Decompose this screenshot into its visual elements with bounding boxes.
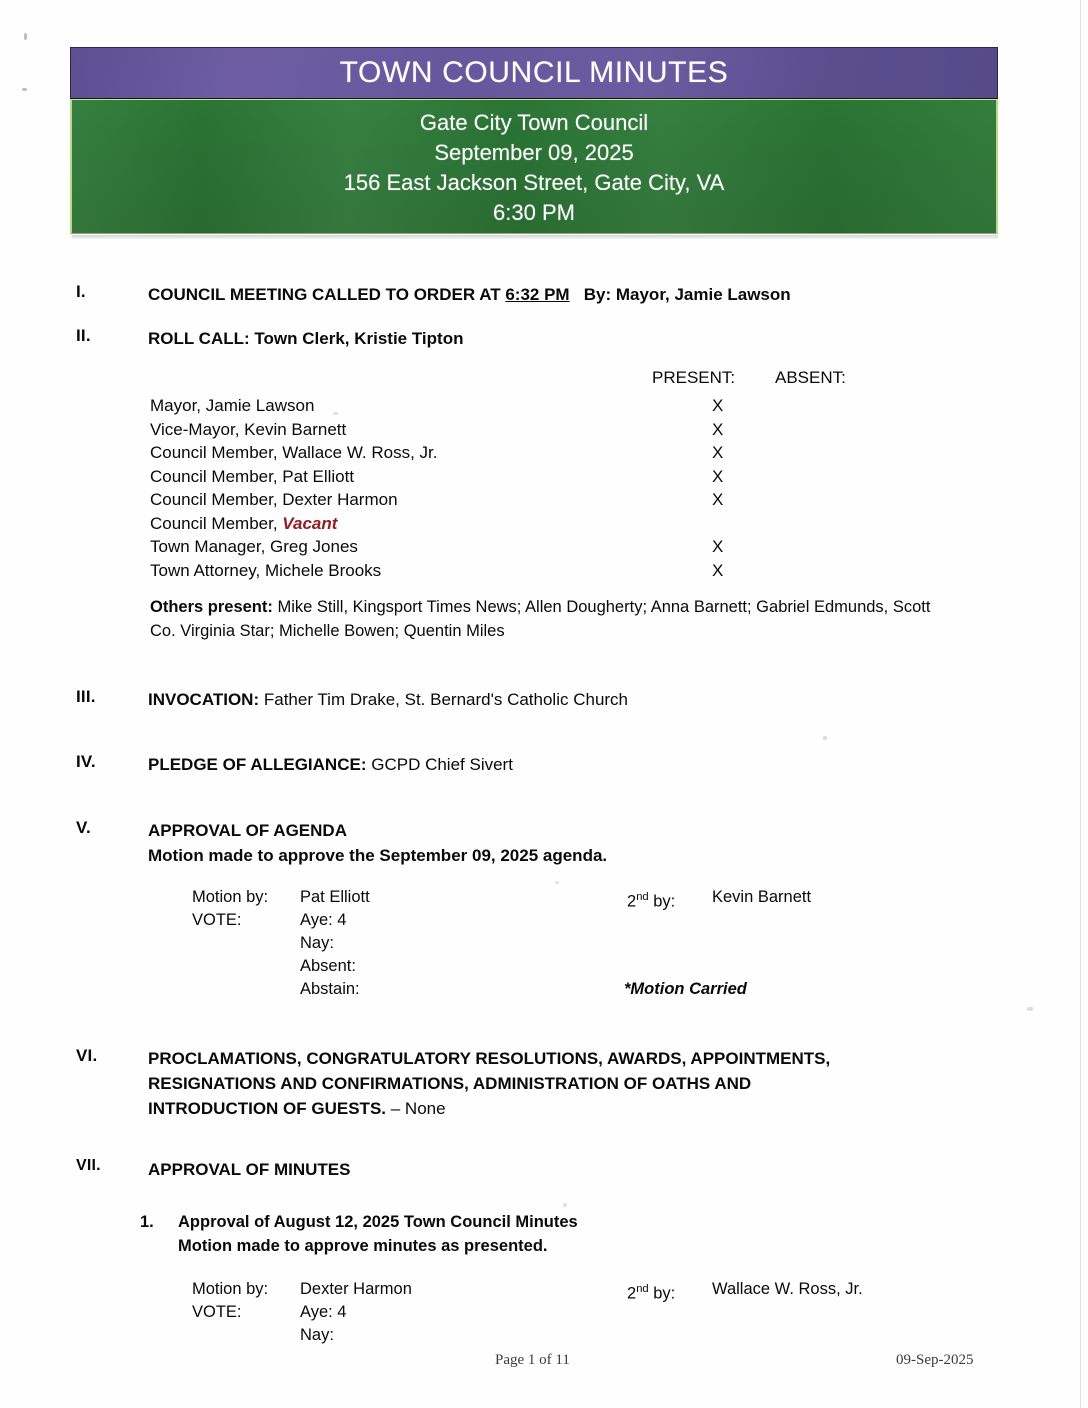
others-present-label: Others present: [150,598,273,616]
section-vi-line1: PROCLAMATIONS, CONGRATULATORY RESOLUTIONS, AWARDS, APPOINTMENTS, [148,1049,831,1068]
motion-by-label: Motion by: [192,1280,269,1298]
section-iv-label: PLEDGE OF ALLEGIANCE: [148,755,367,774]
table-row [150,441,910,465]
vote-label: VOTE: [192,911,242,929]
section-i-time: 6:32 PM [505,285,570,304]
vote-aye-row [192,909,932,932]
vote-nay-row [192,1324,932,1347]
section-iii-detail: Father Tim Drake, St. Bernard's Catholic Church [263,690,629,709]
roll-call-present-mark: X [712,443,724,462]
vote-absent: Absent: [300,957,356,975]
roll-call-present-mark: X [712,396,724,415]
second-by-value: Kevin Barnett [712,888,812,906]
motion-result: *Motion Carried [624,980,747,998]
section-ii-numeral: II. [76,326,91,345]
table-row [150,418,910,442]
section-vii-item-1-title [178,1210,578,1234]
roll-call-name: Mayor, Jamie Lawson [150,396,315,415]
banner-address: 156 East Jackson Street, Gate City, VA [343,169,725,195]
present-column-header: PRESENT: [652,368,736,387]
section-vi-line3 [148,1096,830,1121]
vote-absent-row [192,955,932,978]
roll-call-present-mark: X [712,466,724,486]
section-v-subtitle: Motion made to approve the September 09, 2025 agenda. [148,846,608,865]
section-ii-label: ROLL CALL: [148,329,250,348]
motion-by-value: Pat Elliott [300,888,370,906]
table-row [150,394,910,418]
motion-by-label: Motion by: [192,888,269,906]
scan-speck [22,88,27,91]
table-row [150,535,910,559]
section-vii-numeral: VII. [76,1157,101,1174]
document-banner [70,47,998,234]
table-row [150,559,910,583]
section-iii [76,687,628,712]
section-vi-line3-bold: INTRODUCTION OF GUESTS. [148,1099,386,1118]
section-iv-text [148,752,513,777]
motion-block-minutes [192,1278,932,1347]
vote-label: VOTE: [192,1303,242,1321]
roll-call-present-mark: X [712,419,724,439]
scan-speck [24,33,27,40]
section-vii-item-1-sub: Motion made to approve minutes as presented. [178,1237,548,1255]
motion-by-row [192,886,932,909]
roll-call-name: Council Member, Pat Elliott [150,466,355,486]
section-vii-item-1-body [178,1210,578,1258]
absent-column-header: ABSENT: [775,368,846,387]
motion-by-value: Dexter Harmon [300,1280,412,1298]
second-by-value: Wallace W. Ross, Jr. [712,1280,863,1298]
roll-call-name-vacant [150,512,337,536]
document-title: TOWN COUNCIL MINUTES [339,56,729,89]
section-vii [76,1157,350,1182]
vote-nay: Nay: [300,934,334,952]
section-ii [76,326,463,351]
section-i [76,282,791,307]
section-v-numeral: V. [76,818,91,837]
roll-call-name: Vice-Mayor, Kevin Barnett [150,419,347,439]
motion-by-row [192,1278,932,1301]
section-iv [76,752,513,777]
roll-call-name: Council Member, Dexter Harmon [150,490,398,509]
section-ii-detail: Town Clerk, Kristie Tipton [254,329,464,348]
vote-aye-row [192,1301,932,1324]
scan-speck [563,1203,567,1207]
section-vii-title: APPROVAL OF MINUTES [148,1160,351,1179]
section-v [76,818,607,868]
roll-call-table [150,368,910,582]
section-vii-item-1 [140,1210,940,1258]
vote-abstain-row [192,978,932,1001]
section-iii-label: INVOCATION: [148,690,260,709]
scan-speck [823,736,827,740]
vote-nay-row [192,932,932,955]
table-row [150,488,910,512]
section-v-text [148,818,607,868]
motion-block-agenda [192,886,932,1001]
section-iii-text [148,687,628,712]
table-row [150,512,910,536]
scan-edge-line [1080,0,1081,1408]
roll-call-name: Council Member, Wallace W. Ross, Jr. [150,443,438,462]
roll-call-name: Council Member, [150,513,278,533]
section-vii-item-1-bold: Approval of August 12, 2025 [178,1213,400,1231]
roll-call-name: Town Manager, Greg Jones [150,537,358,556]
roll-call-present-mark: X [712,560,724,580]
vote-aye: Aye: 4 [300,1303,347,1321]
others-present-block [150,595,950,643]
banner-meeting-info [70,99,998,234]
second-by-label: 2nd by: [627,1283,676,1303]
section-vi [76,1046,830,1121]
section-i-numeral: I. [76,282,86,301]
vote-abstain: Abstain: [300,980,360,998]
vote-aye: Aye: 4 [300,911,347,929]
section-iv-detail: GCPD Chief Sivert [371,755,513,774]
section-vi-line3-rest: – None [390,1099,446,1118]
section-vi-text [148,1046,830,1121]
banner-meeting-time: 6:30 PM [493,199,575,225]
section-i-title: COUNCIL MEETING CALLED TO ORDER AT [148,285,501,304]
footer-page-number: Page 1 of 11 [495,1352,570,1368]
banner-meeting-date: September 09, 2025 [434,139,634,165]
roll-call-present-mark: X [712,537,724,556]
table-row [150,465,910,489]
roll-call-name: Town Attorney, Michele Brooks [150,560,382,580]
vote-nay: Nay: [300,1326,334,1344]
section-vi-line2: RESIGNATIONS AND CONFIRMATIONS, ADMINISTRATION OF OATHS AND [148,1074,752,1093]
section-ii-text [148,326,463,351]
section-iv-numeral: IV. [76,752,96,771]
section-v-title: APPROVAL OF AGENDA [148,821,347,840]
others-present-names: Mike Still, Kingsport Times News; Allen Dougherty; Anna Barnett; Gabriel Edmunds, Scott Co. Virginia Star; Michelle Bowen; Quentin Miles [150,598,931,640]
scan-speck [555,881,559,884]
scan-speck [1027,1007,1033,1011]
section-vii-item-1-number: 1. [140,1213,154,1231]
roll-call-present-mark: X [712,490,724,509]
banner-drop-shadow [72,235,998,239]
section-i-text [148,282,791,307]
banner-org-name: Gate City Town Council [419,109,649,135]
section-vii-item-1-rest: Town Council Minutes [403,1213,578,1231]
section-vi-numeral: VI. [76,1046,98,1065]
section-iii-numeral: III. [76,687,96,706]
footer-date: 09-Sep-2025 [896,1352,974,1368]
second-by-label: 2nd by: [627,891,676,911]
roll-call-header-row [150,368,910,394]
vacant-badge: Vacant [282,513,338,533]
banner-title-bar [70,47,998,99]
section-i-by: By: Mayor, Jamie Lawson [583,285,791,304]
